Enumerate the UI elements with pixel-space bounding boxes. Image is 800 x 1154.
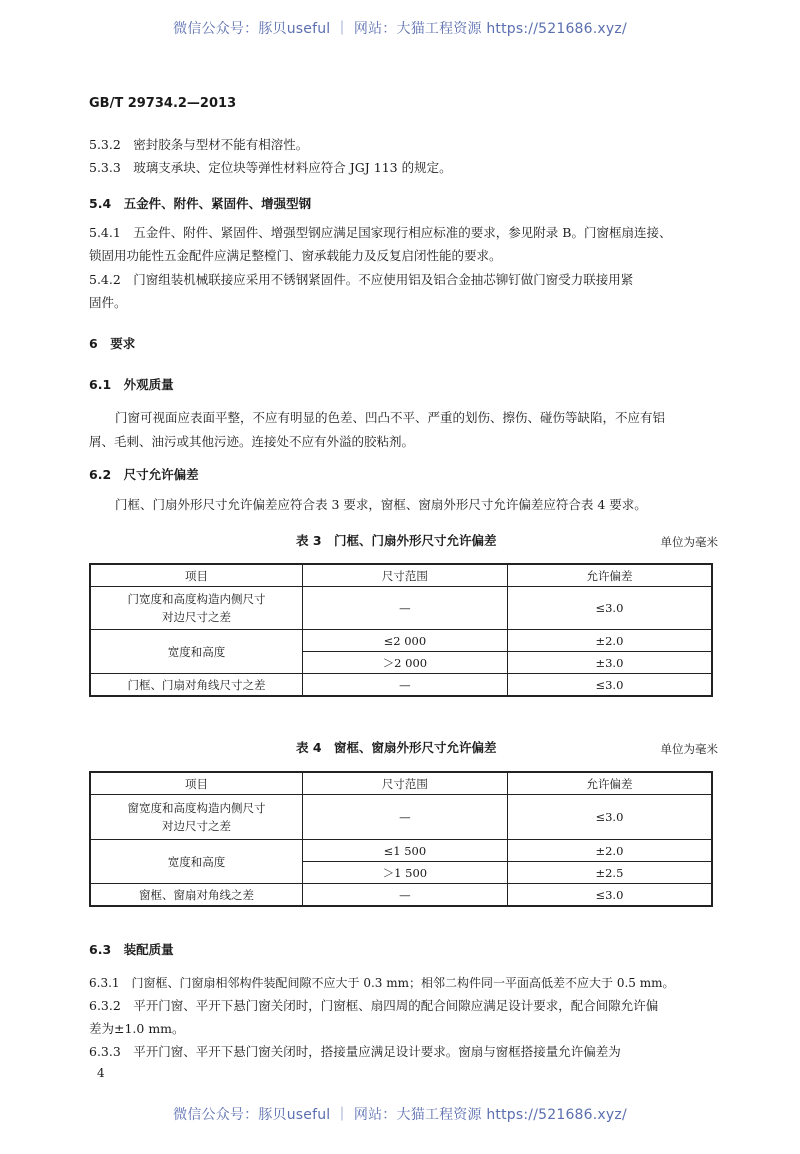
table-row <box>90 795 712 840</box>
heading-5-4: 5.4 五金件、附件、紧固件、增强型钢 <box>89 196 312 211</box>
clause-5-4-1-line2: 锁固用功能性五金配件应满足整樘门、窗承载能力及反复启闭性能的要求。 <box>89 248 502 263</box>
table-cell-range: ≤2 000 <box>302 630 507 652</box>
heading-6-2: 6.2 尺寸允许偏差 <box>89 467 199 482</box>
para-6-2: 门框、门扇外形尺寸允许偏差应符合表 3 要求，窗框、窗扇外形尺寸允许偏差应符合表 4 要求。 <box>115 497 647 512</box>
page-number: 4 <box>97 1066 105 1080</box>
cell-text: 对边尺寸之差 <box>161 819 231 833</box>
header-range: 尺寸范围 <box>302 772 507 795</box>
clause-6-3-2-line1: 6.3.2 平开门窗、平开下悬门窗关闭时，门窗框、扇四周的配合间隙应满足设计要求，配合间隙允许偏 <box>89 998 659 1013</box>
table-cell-range: ＞1 500 <box>302 862 507 884</box>
standard-number: GB/T 29734.2—2013 <box>89 96 237 111</box>
table3-caption: 表 3 门框、门扇外形尺寸允许偏差 <box>296 533 497 548</box>
table-cell-tolerance: ≤3.0 <box>507 587 712 630</box>
clause-5-4-1-line1: 5.4.1 五金件、附件、紧固件、增强型钢应满足国家现行相应标准的要求，参见附录 B。门窗框扇连接、 <box>89 225 672 240</box>
table-cell-tolerance: ±2.0 <box>507 630 712 652</box>
table-cell-tolerance: ±2.5 <box>507 862 712 884</box>
table-row <box>90 840 712 862</box>
cell-text: 窗宽度和高度构造内侧尺寸 <box>127 801 266 815</box>
table-cell-item: 宽度和高度 <box>90 630 302 674</box>
cell-text: 门宽度和高度构造内侧尺寸 <box>127 592 266 606</box>
heading-6-1: 6.1 外观质量 <box>89 377 174 392</box>
clause-5-3-2: 5.3.2 密封胶条与型材不能有相溶性。 <box>89 137 309 152</box>
table-cell-range: — <box>302 674 507 697</box>
table-cell-range: — <box>302 795 507 840</box>
table-cell-item: 门框、门扇对角线尺寸之差 <box>90 674 302 697</box>
clause-6-3-2-line2: 差为±1.0 mm。 <box>89 1021 185 1036</box>
table-cell-tolerance: ≤3.0 <box>507 884 712 907</box>
table-cell-tolerance: ≤3.0 <box>507 674 712 697</box>
table-cell-range: ＞2 000 <box>302 652 507 674</box>
table-header-row <box>90 564 712 587</box>
table-row <box>90 587 712 630</box>
table4-caption: 表 4 窗框、窗扇外形尺寸允许偏差 <box>296 740 497 755</box>
table-cell-item <box>90 587 302 630</box>
table-cell-tolerance: ±3.0 <box>507 652 712 674</box>
table3 <box>89 563 713 697</box>
clause-5-4-2-line2: 固件。 <box>89 295 127 310</box>
table-cell-item <box>90 795 302 840</box>
table-cell-range: — <box>302 884 507 907</box>
table-cell-item: 宽度和高度 <box>90 840 302 884</box>
header-tolerance: 允许偏差 <box>507 564 712 587</box>
table-row <box>90 630 712 652</box>
clause-6-3-3-line1: 6.3.3 平开门窗、平开下悬门窗关闭时，搭接量应满足设计要求。窗扇与窗框搭接量允许偏差为 <box>89 1044 621 1059</box>
para-6-1-line1: 门窗可视面应表面平整，不应有明显的色差、凹凸不平、严重的划伤、擦伤、碰伤等缺陷，不应有铝 <box>115 410 666 425</box>
clause-6-3-1: 6.3.1 门窗框、门窗扇相邻构件装配间隙不应大于 0.3 mm；相邻二构件同一平面高低差不应大于 0.5 mm。 <box>89 976 675 990</box>
cell-text: 对边尺寸之差 <box>161 610 231 624</box>
table-cell-range: ≤1 500 <box>302 840 507 862</box>
table-row <box>90 674 712 697</box>
watermark-bottom: 微信公众号：豚贝useful ｜ 网站：大猫工程资源 https://521686.xyz/ <box>173 1107 627 1123</box>
table-cell-tolerance: ±2.0 <box>507 840 712 862</box>
watermark-top: 微信公众号：豚贝useful ｜ 网站：大猫工程资源 https://521686.xyz/ <box>173 21 627 37</box>
header-range: 尺寸范围 <box>302 564 507 587</box>
heading-6-3: 6.3 装配质量 <box>89 942 174 957</box>
clause-5-3-3: 5.3.3 玻璃支承块、定位块等弹性材料应符合 JGJ 113 的规定。 <box>89 160 452 175</box>
para-6-1-line2: 屑、毛刺、油污或其他污迹。连接处不应有外溢的胶粘剂。 <box>89 434 415 449</box>
table-cell-item: 窗框、窗扇对角线之差 <box>90 884 302 907</box>
header-item: 项目 <box>90 564 302 587</box>
heading-6: 6 要求 <box>89 336 136 351</box>
table-header-row <box>90 772 712 795</box>
table4 <box>89 771 713 907</box>
table4-unit: 单位为毫米 <box>660 742 718 756</box>
table-cell-tolerance: ≤3.0 <box>507 795 712 840</box>
header-item: 项目 <box>90 772 302 795</box>
table3-unit: 单位为毫米 <box>660 535 718 549</box>
table-cell-range: — <box>302 587 507 630</box>
clause-5-4-2-line1: 5.4.2 门窗组装机械联接应采用不锈钢紧固件。不应使用铝及铝合金抽芯铆钉做门窗受力联接用紧 <box>89 272 634 287</box>
header-tolerance: 允许偏差 <box>507 772 712 795</box>
table-row <box>90 884 712 907</box>
